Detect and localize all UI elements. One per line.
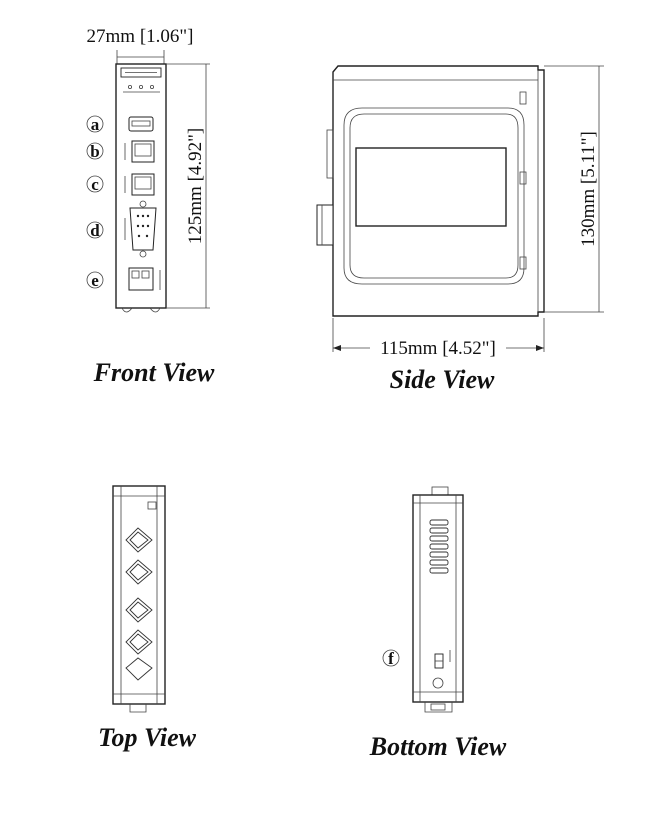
callout-c xyxy=(87,175,103,194)
svg-text:e: e xyxy=(91,271,99,290)
callout-e xyxy=(87,271,103,290)
front-height-dimension: 125mm [4.92"] xyxy=(185,127,206,245)
side-view xyxy=(317,66,604,394)
serial-port xyxy=(130,208,156,250)
side-label-window xyxy=(356,148,506,226)
side-width-dimension: 115mm [4.52"] xyxy=(380,338,496,359)
top-view-title: Top View xyxy=(97,723,197,752)
top-clip xyxy=(130,704,146,712)
svg-text:b: b xyxy=(90,142,100,161)
top-view xyxy=(98,486,197,752)
usb-port xyxy=(129,117,153,131)
bottom-clip-inner xyxy=(431,704,445,710)
svg-text:c: c xyxy=(91,175,99,194)
front-view xyxy=(87,26,215,387)
svg-text:f: f xyxy=(388,649,394,668)
bottom-clip xyxy=(425,702,452,712)
callout-d xyxy=(87,221,103,240)
front-view-title: Front View xyxy=(93,358,215,387)
bottom-view-title: Bottom View xyxy=(369,732,507,761)
side-port-profile xyxy=(327,130,333,178)
svg-text:a: a xyxy=(90,115,100,134)
side-view-title: Side View xyxy=(389,365,495,394)
bottom-top-clip xyxy=(432,487,448,495)
bottom-vent-slots xyxy=(430,520,448,573)
svg-text:d: d xyxy=(90,221,100,240)
callout-f xyxy=(383,649,399,668)
front-width-dimension: 27mm [1.06"] xyxy=(86,26,194,47)
side-connector-bump xyxy=(317,205,333,245)
bottom-body xyxy=(413,495,463,702)
side-height-dimension: 130mm [5.11"] xyxy=(578,131,599,247)
callout-b xyxy=(87,142,103,161)
bottom-view xyxy=(369,487,507,761)
callout-a xyxy=(87,115,103,134)
